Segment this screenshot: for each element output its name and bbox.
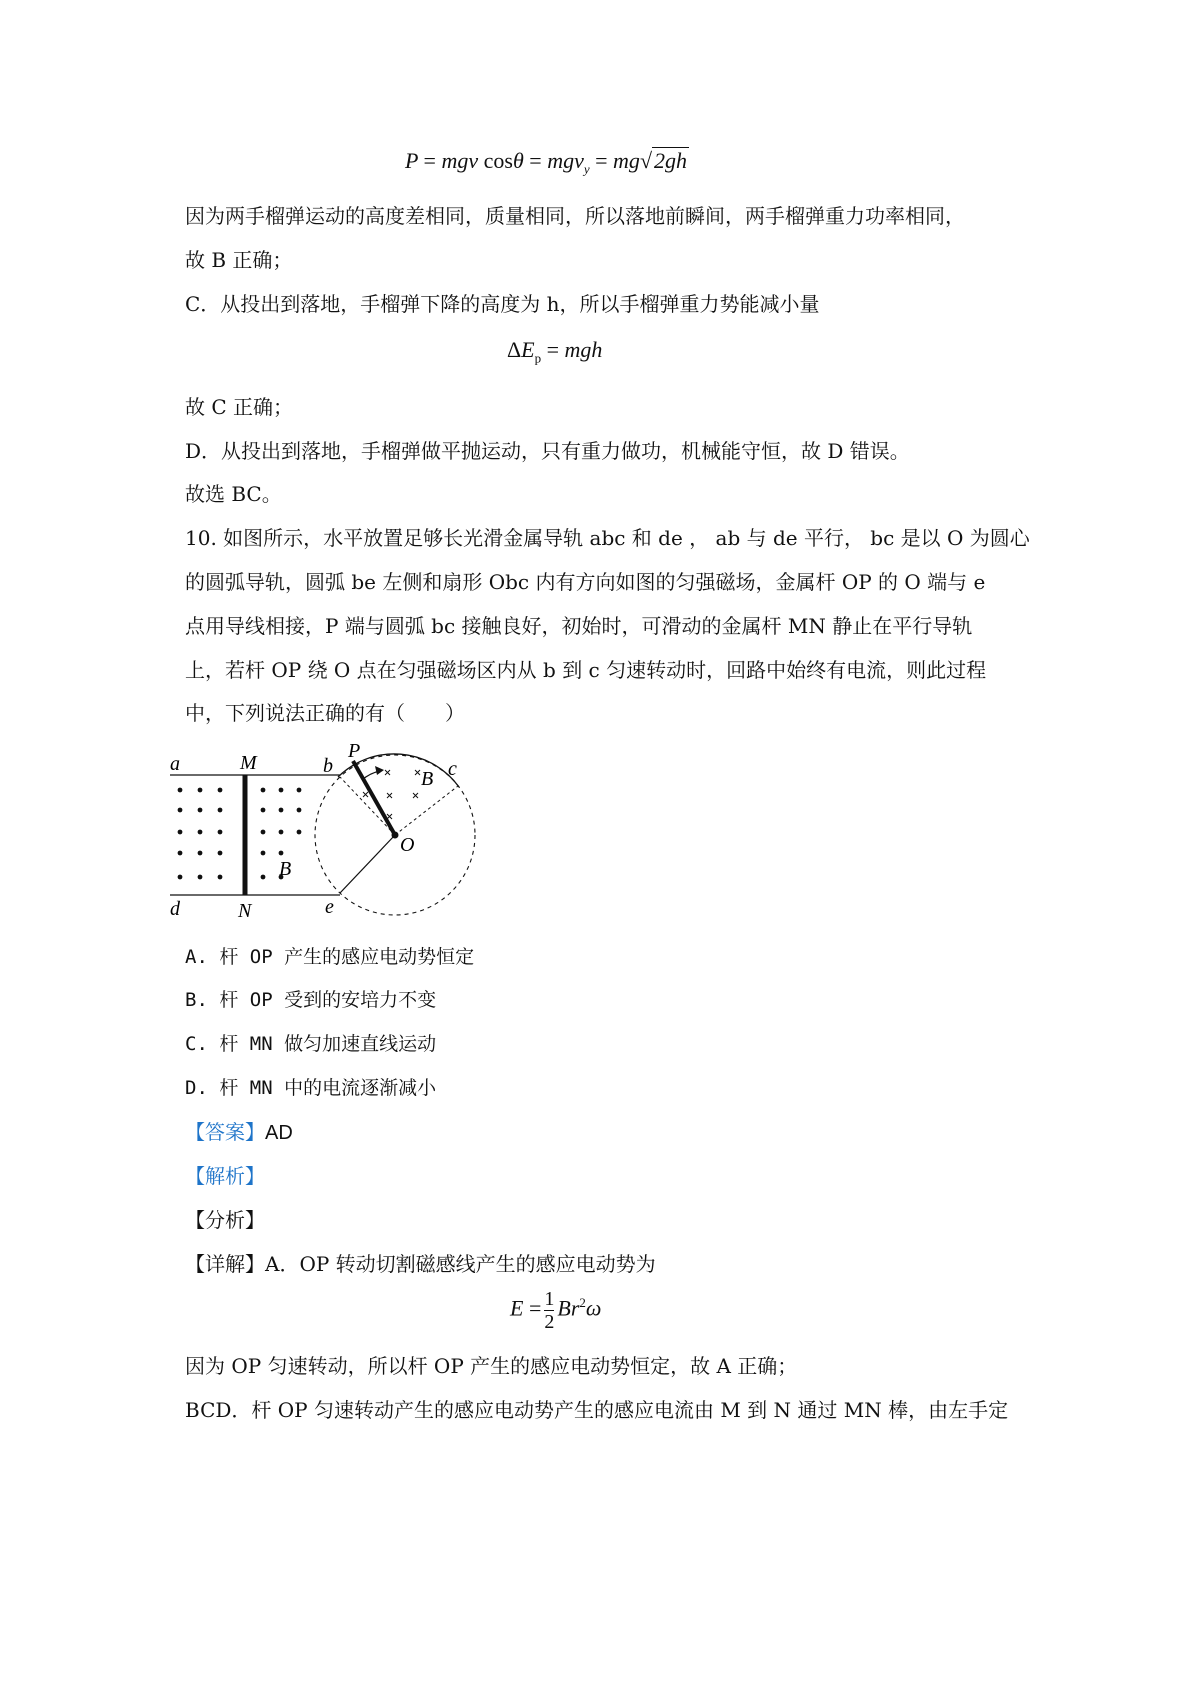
field-dot xyxy=(261,788,266,793)
field-dot xyxy=(261,808,266,813)
field-dot xyxy=(261,830,266,835)
label-o: O xyxy=(400,834,415,856)
label-d: d xyxy=(170,898,180,920)
text-line: BCD．杆 OP 匀速转动产生的感应电动势产生的感应电流由 M 到 N 通过 MN 棒，由左手定 xyxy=(185,1398,1009,1422)
label-p: P xyxy=(348,740,361,762)
field-dot xyxy=(198,851,203,856)
field-dot xyxy=(279,808,284,813)
question-line: 的圆弧导轨，圆弧 be 左侧和扇形 Obc 内有方向如图的匀强磁场，金属杆 OP 的 O 端与 e xyxy=(185,570,986,594)
field-dot xyxy=(178,830,183,835)
equation-power: P = mgv cosθ = mgv$_y$ = mg√2gh xyxy=(405,148,688,177)
field-dot xyxy=(178,808,183,813)
option-b: B. 杆 OP 受到的安培力不变 xyxy=(185,989,437,1011)
label-b-field-top: B xyxy=(421,768,434,790)
equation-emf: E = $\frac{1}{2}$ Br$^2$ω xyxy=(510,1288,602,1333)
field-dot xyxy=(178,788,183,793)
answer-row xyxy=(185,1118,293,1147)
answer-label: 【答案】 xyxy=(185,1120,265,1144)
field-dot xyxy=(198,788,203,793)
field-dot xyxy=(218,851,223,856)
question-line: 10. 如图所示，水平放置足够长光滑金属导轨 abc 和 de ， ab 与 de 平行， bc 是以 O 为圆心 xyxy=(185,526,1030,550)
field-dot xyxy=(297,808,302,813)
label-n: N xyxy=(238,900,252,922)
text-line: D．从投出到落地，手榴弹做平抛运动，只有重力做功，机械能守恒，故 D 错误。 xyxy=(185,439,910,463)
field-dot xyxy=(279,830,284,835)
field-dot xyxy=(198,875,203,880)
field-dot xyxy=(297,788,302,793)
label-b: b xyxy=(323,755,333,777)
fenxi-label: 【分析】 xyxy=(185,1208,265,1232)
wire-oe xyxy=(340,835,395,893)
field-dot xyxy=(261,851,266,856)
field-dot xyxy=(218,830,223,835)
field-dot xyxy=(218,788,223,793)
option-d: D. 杆 MN 中的电流逐渐减小 xyxy=(185,1077,437,1099)
field-dot xyxy=(218,875,223,880)
question-line: 点用导线相接，P 端与圆弧 bc 接触良好，初始时，可滑动的金属杆 MN 静止在平行导轨 xyxy=(185,614,973,638)
text-line: 故 C 正确； xyxy=(185,395,294,419)
field-dot xyxy=(198,830,203,835)
field-dot xyxy=(178,875,183,880)
label-a: a xyxy=(170,753,180,775)
question-line: 上，若杆 OP 绕 O 点在匀强磁场区内从 b 到 c 匀速转动时，回路中始终有电流，则此过程 xyxy=(185,658,987,682)
text-line: 故 B 正确； xyxy=(185,248,293,272)
text-line: 因为两手榴弹运动的高度差相同，质量相同，所以落地前瞬间，两手榴弹重力功率相同， xyxy=(185,204,965,228)
field-dot xyxy=(218,808,223,813)
field-dot xyxy=(279,851,284,856)
text-line: C．从投出到落地，手榴弹下降的高度为 h，所以手榴弹重力势能减小量 xyxy=(185,292,820,316)
label-b-field-left: B xyxy=(279,858,292,880)
field-dot xyxy=(198,808,203,813)
answer-value: AD xyxy=(265,1122,293,1144)
equation-potential-energy: $\Delta E_p$ = mgh xyxy=(507,337,603,366)
label-m: M xyxy=(240,752,257,774)
option-c: C. 杆 MN 做匀加速直线运动 xyxy=(185,1033,437,1055)
field-dot xyxy=(297,830,302,835)
field-dot xyxy=(279,788,284,793)
question-line: 中，下列说法正确的有（ ） xyxy=(185,701,465,725)
detail-line: 【详解】A．OP 转动切割磁感线产生的感应电动势为 xyxy=(185,1252,656,1276)
field-dot xyxy=(261,875,266,880)
field-dot xyxy=(178,851,183,856)
text-line: 因为 OP 匀速转动，所以杆 OP 产生的感应电动势恒定，故 A 正确； xyxy=(185,1354,798,1378)
text-line: 故选 BC。 xyxy=(185,482,282,506)
circuit-figure xyxy=(165,735,525,925)
option-a: A. 杆 OP 产生的感应电动势恒定 xyxy=(185,946,475,968)
label-c: c xyxy=(448,758,457,780)
label-e: e xyxy=(325,896,334,918)
analysis-label: 【解析】 xyxy=(185,1164,265,1188)
